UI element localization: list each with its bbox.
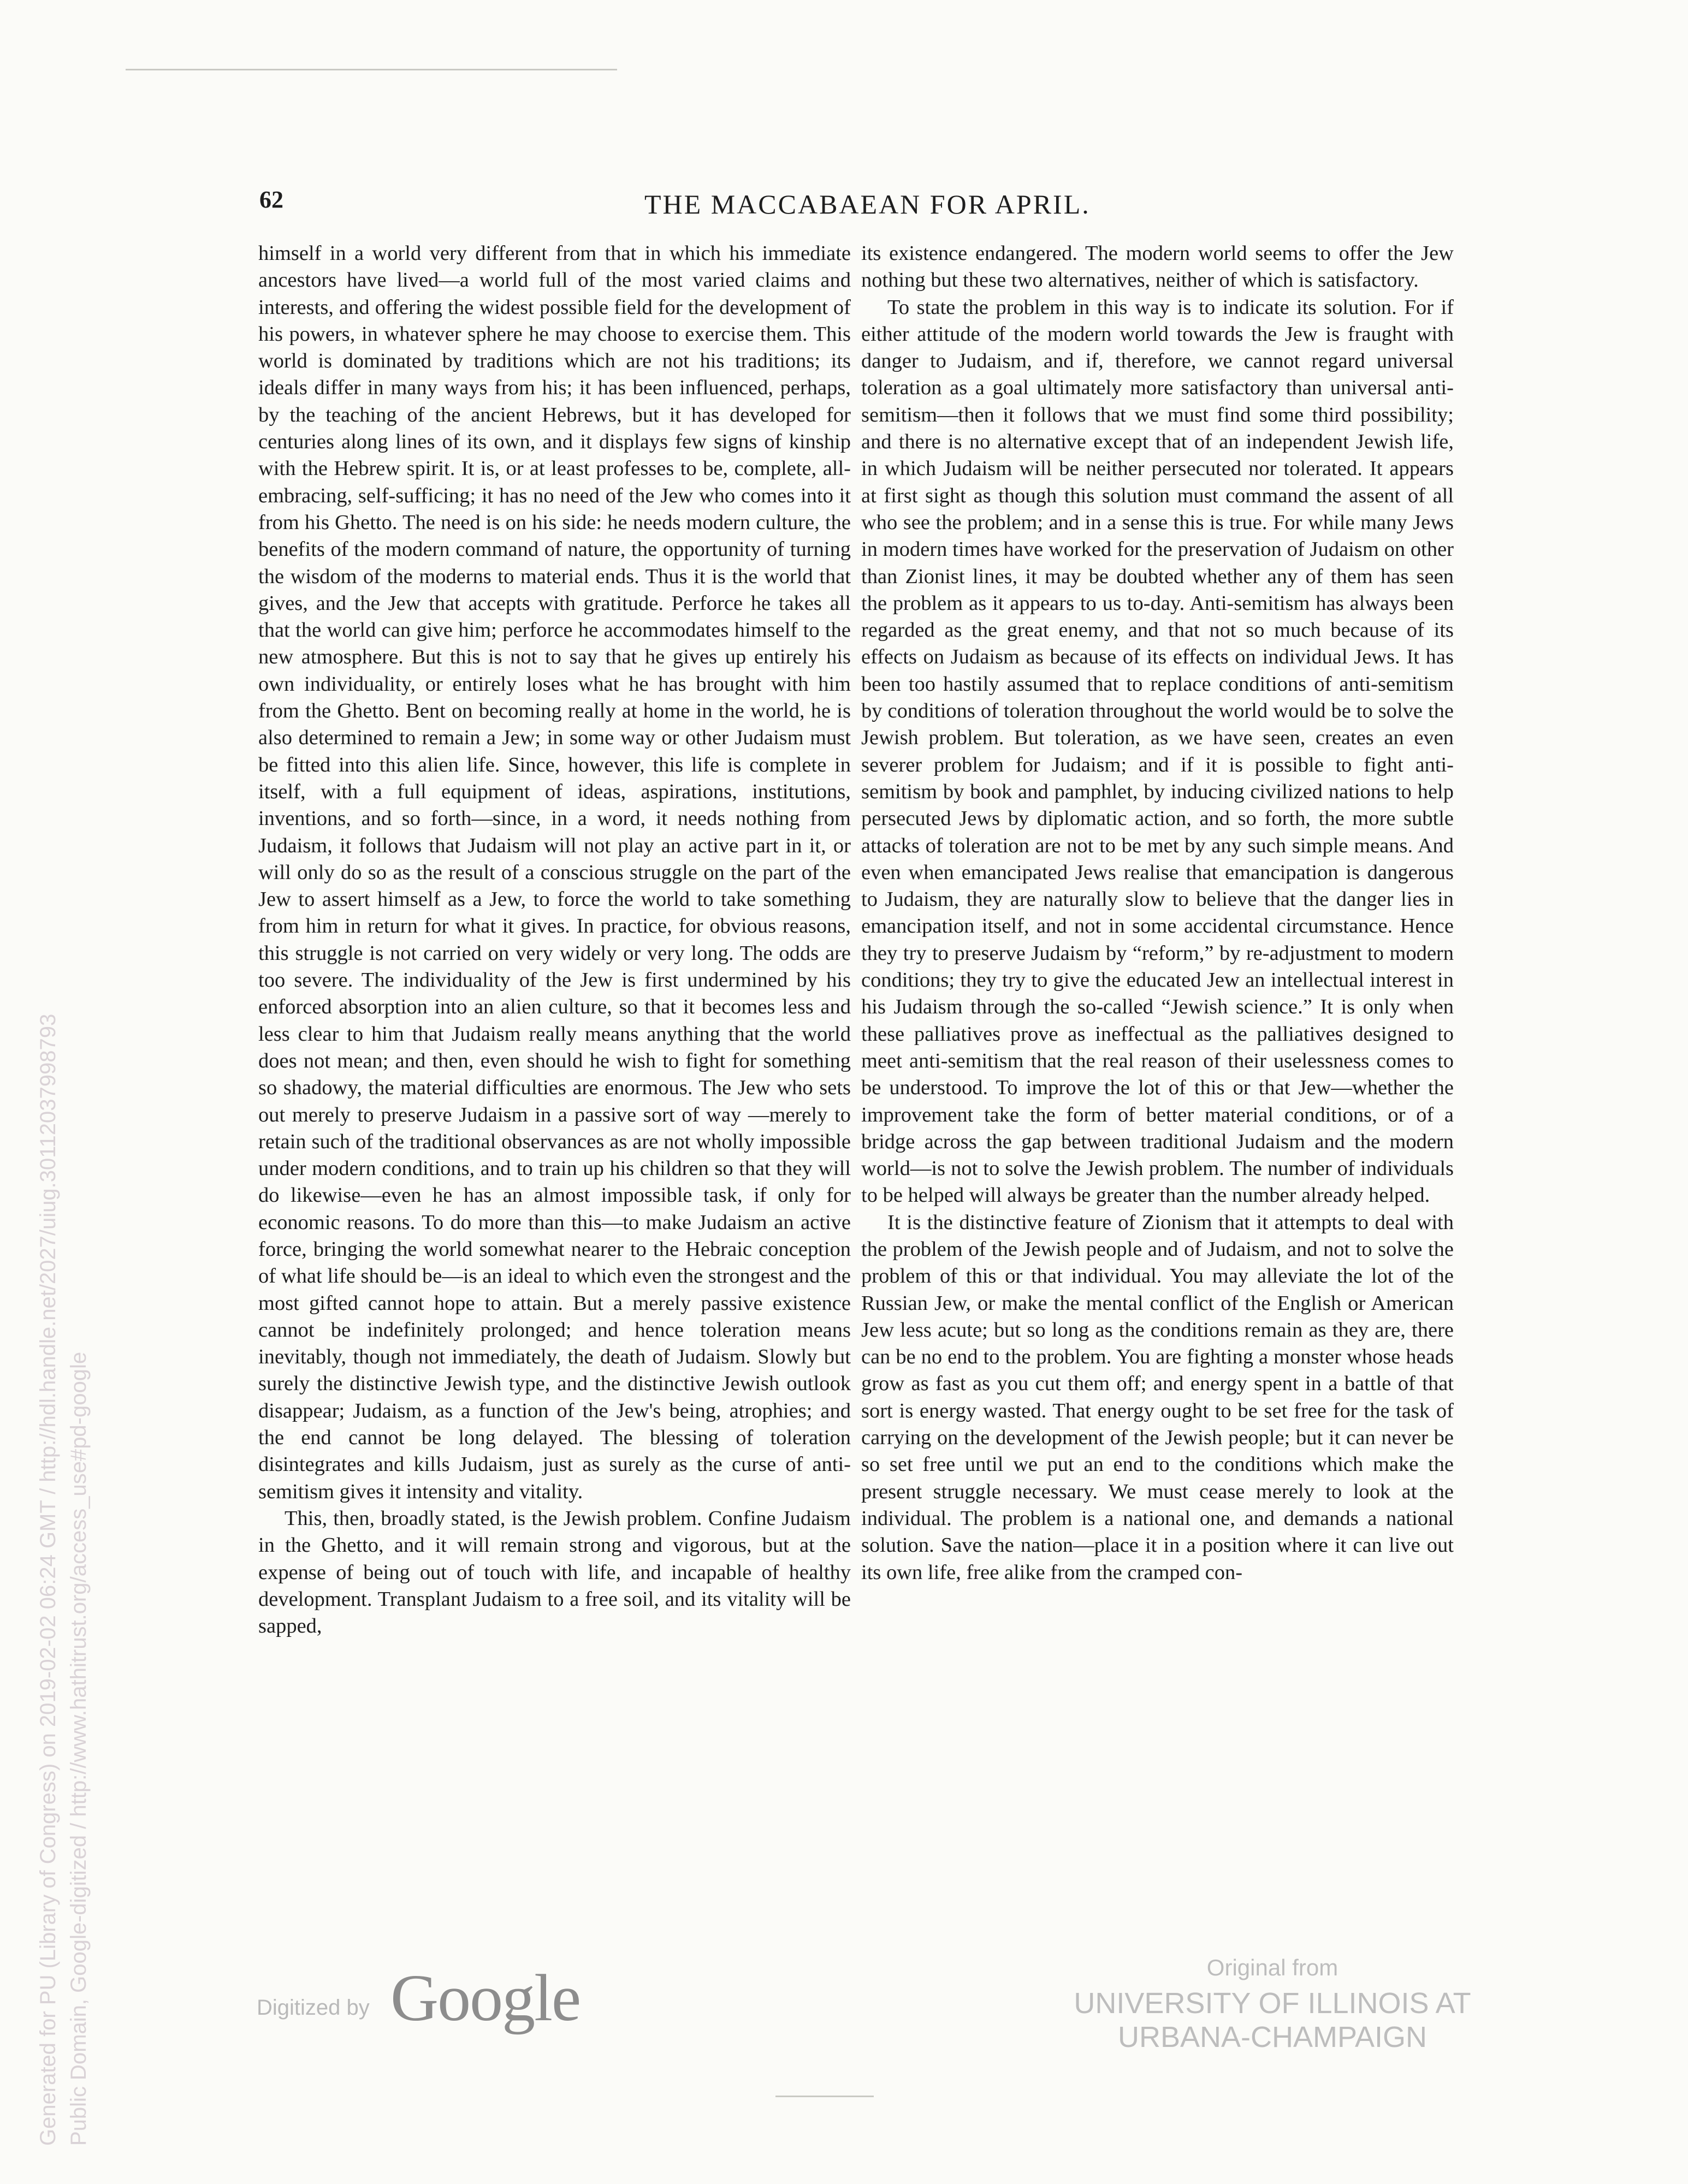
watermark-line: Public Domain, Google-digitized / http://www.hathitrust.org/access_use#pd-google (67, 1351, 91, 2146)
original-from-stamp (1054, 1955, 1491, 2054)
paragraph: To state the problem in this way is to indicate its solution. For if either attitude of the modern world towards the Jew is fraught with danger to Judaism, and if, therefore, we cannot regard universal toleration as a goal ultimately more satisfactory than universal anti-semitism—then it follows that we must find some third possibility; and there is no alternative except that of an independent Jewish life, in which Judaism will be neither persecuted nor tolerated. It appears at first sight as though this solution must command the assent of all who see the problem; and in a sense this is true. For while many Jews in modern times have worked for the preservation of Judaism on other than Zionist lines, it may be doubted whether any of them has seen the problem as it appears to us to-day. Anti-semitism has always been regarded as the great enemy, and that not so much because of its effects on Judaism as because of its effects on individual Jews. It has been too hastily assumed that to replace conditions of anti-semitism by conditions of toleration throughout the world would be to solve the Jewish problem. But toleration, as we have seen, creates an even severer problem for Judaism; and if it is possible to fight anti-semitism by book and pamphlet, by inducing civilized nations to help persecuted Jews by diplomatic action, and so forth, the more subtle attacks of toleration are not to be met by any such simple means. And even when emancipated Jews realise that emancipation is dangerous to Judaism, they are naturally slow to believe that the danger lies in emancipation itself, and not in some accidental circumstance. Hence they try to preserve Judaism by “reform,” by re-adjustment to modern conditions; they try to give the educated Jew an intellectual interest in his Judaism through the so-called “Jewish science.” It is only when these palliatives prove as ineffectual as the palliatives designed to meet anti-semitism that the real reason of their uselessness comes to be understood. To improve the lot of this or that Jew—whether the improvement take the form of better material conditions, or of a bridge across the gap between traditional Judaism and the modern world—is not to solve the Jewish problem. The number of individuals to be helped will always be greater than the number already helped. (861, 295, 1454, 1207)
google-logo: Google (390, 1961, 581, 2035)
watermark-line: Generated for PU (Library of Congress) on 2019-02-02 06:24 GMT / http://hdl.handle.net/2027/uiug.30112037998793 (36, 1013, 60, 2146)
paragraph: It is the distinctive feature of Zionism that it attempts to deal with the problem of the Jewish people and of Judaism, and not to solve the problem of this or that individual. You may alleviate the lot of the Russian Jew, or make the mental conflict of the English or American Jew less acute; but so long as the conditions remain as they are, there can be no end to the problem. You are fighting a monster whose heads grow as fast as you cut them off; and energy spent in a battle of that sort is energy wasted. That energy ought to be set free for the task of carrying on the development of the Jewish people; but it can never be so set free until we put an end to the conditions which make the present struggle necessary. We must cease merely to look at the individual. The problem is a national one, and demands a national solution. Save the nation—place it in a position where it can live out its own life, free alike from the cramped con- (861, 1210, 1454, 1584)
paragraph: its existence endangered. The modern world seems to offer the Jew nothing but these two alternatives, neither of which is satisfactory. (861, 242, 1454, 292)
original-from-label: Original from (1206, 1955, 1338, 1980)
paragraph: himself in a world very different from that in which his immediate ancestors have lived—a world full of the most varied claims and interests, and offering the widest possible field for the development of his powers, in whatever sphere he may choose to exercise them. This world is dominated by traditions which are not his traditions; its ideals differ in many ways from his; it has been influenced, perhaps, by the teaching of the ancient Hebrews, but it has developed for centuries along lines of its own, and it displays few signs of kinship with the Hebrew spirit. It is, or at least professes to be, complete, all-embracing, self-sufficing; it has no need of the Jew who comes into it from his Ghetto. The need is on his side: he needs modern culture, the benefits of the modern command of nature, the opportunity of turning the wisdom of the moderns to material ends. Thus it is the world that gives, and the Jew that accepts with gratitude. Perforce he takes all that the world can give him; perforce he accommodates himself to the new atmosphere. But this is not to say that he gives up entirely his own individuality, or entirely loses what he has brought with him from the Ghetto. Bent on becoming really at home in the world, he is also determined to remain a Jew; in some way or other Judaism must be fitted into this alien life. Since, however, this life is complete in itself, with a full equipment of ideas, aspirations, institutions, inventions, and so forth—since, in a word, it needs nothing from Judaism, it follows that Judaism will not play an active part in it, or will only do so as the result of a conscious struggle on the part of the Jew to assert himself as a Jew, to force the world to take something from him in return for what it gives. In practice, for obvious reasons, this struggle is not carried on very widely or very long. The odds are too severe. The individuality of the Jew is first undermined by his enforced absorption into an alien culture, so that it becomes less and less clear to him that Judaism really means anything that the world does not mean; and then, even should he wish to fight for something so shadowy, the material difficulties are enormous. The Jew who sets out merely to preserve Judaism in a passive sort of way —merely to retain such of the traditional observances as are not wholly impossible under modern conditions, and to train up his children so that they will do likewise—even he has an almost impossible task, if only for economic reasons. To do more than this—to make Judaism an active force, bringing the world somewhat nearer to the Hebraic conception of what life should be—is an ideal to which even the strongest and the most gifted cannot hope to attain. But a merely passive existence cannot be indefinitely prolonged; and hence toleration means inevitably, though not immediately, the death of Judaism. Slowly but surely the distinctive Jewish type, and the distinctive Jewish outlook disappear; Judaism, as a function of the Jew's being, atrophies; and the end cannot be long delayed. The blessing of toleration disintegrates and kills Judaism, just as surely as the curse of anti-semitism gives it intensity and vitality. (258, 242, 851, 1503)
scan-artifact-line (775, 2096, 874, 2097)
digitized-by-label: Digitized by (257, 1996, 370, 2020)
text-column-right (861, 240, 1454, 1586)
text-column-left (258, 240, 851, 1640)
institution-line: URBANA-CHAMPAIGN (1117, 2021, 1428, 2054)
page-number: 62 (259, 186, 283, 213)
scan-artifact-line (126, 69, 617, 70)
hathitrust-watermark (33, 1014, 94, 2146)
running-title: THE MACCABAEAN FOR APRIL. (644, 189, 1091, 219)
institution-line: UNIVERSITY OF ILLINOIS AT (1074, 1987, 1471, 2020)
paragraph: This, then, broadly stated, is the Jewish problem. Confine Judaism in the Ghetto, and it will remain strong and vigorous, but at the expense of being out of touch with life, and incapable of healthy development. Transplant Judaism to a free soil, and its vitality will be sapped, (258, 1506, 851, 1638)
